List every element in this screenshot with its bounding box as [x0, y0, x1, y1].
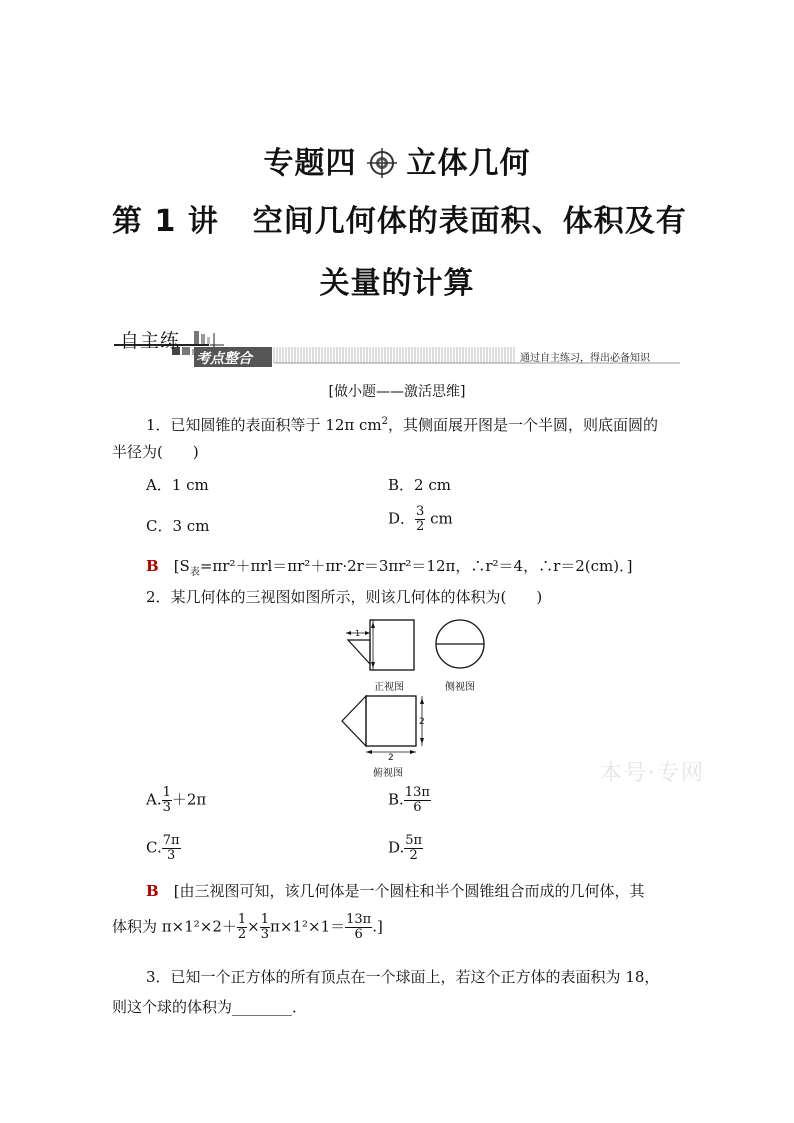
q1-option-a: A．1 cm [146, 476, 209, 494]
q2-option-c-den: 3 [166, 848, 176, 863]
q2-solution-text-1: [由三视图可知，该几何体是一个圆柱和半个圆锥组合而成的几何体，其 [173, 882, 645, 900]
q2-option-c-num: 7π [162, 833, 180, 848]
q2-sol-f2-num: 1 [260, 912, 270, 927]
q2-option-c [146, 834, 181, 863]
q1-option-b: B．2 cm [388, 476, 451, 494]
section-title: [做小题——激活思维] [328, 384, 466, 400]
q2-sol-f1-den: 2 [237, 927, 247, 942]
q1-stem-text-b: ，其侧面展开图是一个半圆，则底面圆的 [388, 416, 659, 434]
q1-option-d-num: 3 [416, 504, 425, 519]
q1-solution-a: [S [173, 557, 190, 575]
q2-sol-d: .] [372, 917, 383, 936]
three-view-figure [336, 614, 496, 774]
watermark: 本号·专网 [600, 761, 705, 786]
q1-option-d-prefix: D． [388, 509, 416, 528]
front-view-caption: 正视图 [374, 682, 404, 693]
q1-stem-text-a: 1．已知圆锥的表面积等于 12π cm [146, 416, 382, 434]
q1-solution-b: =πr²＋πrl＝πr²＋πr·2r＝3πr²＝12π，∴r²＝4，∴r＝2(cm)．] [199, 557, 633, 575]
q1-answer: B [146, 557, 159, 575]
q2-option-a-num: 1 [162, 785, 171, 800]
q2-sol-f3-num: 13π [346, 912, 372, 927]
q1-stem-line2: 半径为( ) [112, 443, 199, 461]
q2-sol-b: × [247, 917, 260, 936]
q2-sol-f2-den: 3 [260, 927, 270, 942]
crosshair-icon [367, 148, 397, 178]
dim-label-2-height: 2 [419, 717, 425, 727]
q1-option-d-den: 2 [416, 519, 425, 534]
banner-label-topics: 考点整合 [196, 351, 252, 367]
q2-sol-f3-den: 6 [354, 927, 363, 942]
q2-solution-line1 [146, 880, 645, 902]
q3-stem-line1: 3．已知一个正方体的所有顶点在一个球面上，若这个正方体的表面积为 18， [146, 968, 660, 986]
banner-label-practice: 自主练 [120, 330, 181, 352]
topic-label: 专题四 [263, 146, 357, 181]
lecture-title-text: 空间几何体的表面积、体积及有 [252, 204, 687, 239]
q2-option-b-num: 13π [404, 785, 430, 800]
q2-option-d [388, 834, 423, 863]
q2-solution-line2 [112, 913, 383, 942]
q2-option-a [146, 786, 206, 815]
q2-sol-a: 体积为 π×1²×2＋ [112, 917, 237, 936]
side-view-caption: 侧视图 [445, 682, 475, 693]
dim-label-2-width: 2 [388, 753, 394, 763]
q2-option-b [388, 786, 431, 815]
topic-title [0, 138, 794, 182]
subject-label: 立体几何 [406, 146, 531, 181]
q3-stem-line2: 则这个球的体积为________． [112, 998, 308, 1016]
q1-stem-sup: 2 [381, 416, 389, 427]
top-view-caption: 俯视图 [373, 768, 403, 779]
q2-option-d-num: 5π [405, 833, 423, 848]
side-view [436, 620, 484, 668]
q1-option-c: C．3 cm [146, 517, 210, 535]
q1-stem-line1 [146, 411, 658, 436]
q2-sol-f1-num: 1 [237, 912, 247, 927]
q2-answer: B [146, 882, 159, 900]
q2-option-d-prefix: D. [388, 838, 405, 857]
q2-option-a-prefix: A. [146, 790, 162, 809]
lecture-number: 第 1 讲 [112, 204, 219, 239]
q2-option-d-den: 2 [409, 848, 418, 863]
q1-solution-sub: 表 [189, 567, 200, 578]
lecture-title-continued: 关量的计算 [319, 266, 475, 301]
q1-option-d-suffix: cm [430, 509, 453, 528]
q2-option-b-prefix: B. [388, 790, 404, 809]
dim-label-1: 1 [355, 629, 361, 638]
q1-solution [146, 555, 633, 584]
q1-option-d [388, 505, 453, 534]
top-view [342, 696, 424, 754]
q2-sol-c: π×1²×1＝ [270, 917, 346, 936]
banner-note: 通过自主练习，得出必备知识 [520, 353, 650, 364]
q2-stem: 2．某几何体的三视图如图所示，则该几何体的体积为( ) [146, 588, 543, 606]
q2-option-b-den: 6 [413, 800, 422, 815]
q2-option-a-suffix: ＋2π [171, 790, 207, 809]
lecture-title [112, 196, 687, 240]
front-view [346, 620, 414, 670]
q2-option-a-den: 3 [162, 800, 171, 815]
q2-option-c-prefix: C. [146, 838, 162, 857]
